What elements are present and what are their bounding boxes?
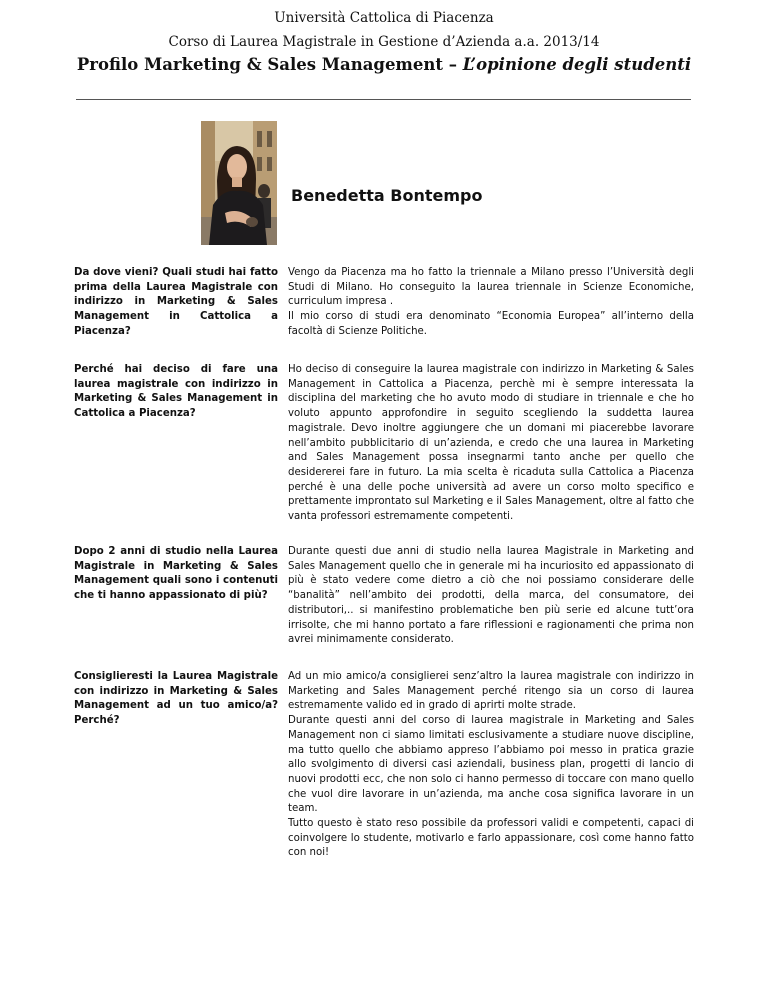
answer-paragraph: Vengo da Piacenza ma ho fatto la triennale a Milano presso l’Università degli Studi di Milano. Ho conseguito la laurea triennale in Scienze Economiche, curriculum impresa .: [288, 267, 694, 308]
answer-choice: [288, 363, 694, 525]
answer-contents: [288, 545, 694, 648]
question-choice: Perché hai deciso di fare una laurea magistrale con indirizzo in Marketing & Sales Management in Cattolica a Piacenza?: [74, 364, 278, 420]
course-title: Corso di Laurea Magistrale in Gestione d’Azienda a.a. 2013/14: [168, 34, 600, 50]
answer-paragraph: Durante questi anni del corso di laurea magistrale in Marketing and Sales Management non ci siamo limitati esclusivamente a studiare nuove discipline, ma tutto quello che abbiamo appreso l’abbiamo poi messo in pratica grazie allo svolgimento di diversi casi aziendali, business plan, progetti di lancio di nuovi prodotti ecc, che non solo ci hanno permesso di toccare con mano quello che vuol dire lavorare in un’azienda, ma anche cosa significa lavorare in un team.: [288, 715, 694, 815]
question-contents: Dopo 2 anni di studio nella Laurea Magistrale in Marketing & Sales Management quali sono i contenuti che ti hanno appassionato di più?: [74, 546, 278, 602]
university-title: Università Cattolica di Piacenza: [274, 10, 494, 26]
answer-origin: [288, 266, 694, 340]
question-recommend: Consiglieresti la Laurea Magistrale con indirizzo in Marketing & Sales Management ad un tuo amico/a? Perché?: [74, 671, 278, 727]
answer-paragraph: Ad un mio amico/a consiglierei senz’altro la laurea magistrale con indirizzo in Marketing and Sales Management perché ritengo sia un corso di laurea estremamente valido ed in grado di aprirti molte strade.: [288, 671, 694, 712]
answer-paragraph: Ho deciso di conseguire la laurea magistrale con indirizzo in Marketing & Sales Management in Cattolica a Piacenza, perchè mi è sempre interessata la disciplina del marketing che ho avuto modo di studiare in triennale e che ho voluto appunto approfondire in seguito scegliendo la suddetta laurea magistrale. Devo inoltre aggiungere che un domani mi piacerebbe lavorare nell’ambito pubblicitario di un’azienda, e credo che una laurea in Marketing and Sales Management possa insegnarmi tanto anche per quello che desidererei fare in futuro. La mia scelta è ricaduta sulla Cattolica a Piacenza perché è una delle poche università ad avere un corso molto specifico e prettamente improntato sul Marketing e il Sales Management, oltre al fatto che vanta professori estremamente competenti.: [288, 364, 694, 523]
profile-title: [0, 55, 768, 74]
student-photo: [201, 121, 277, 245]
answer-recommend: [288, 670, 694, 861]
profile-title-main: Profilo Marketing & Sales Management –: [76, 55, 463, 74]
answer-paragraph: Tutto questo è stato reso possibile da professori validi e competenti, capaci di coinvolgere lo studente, motivarlo e farlo appassionare, così come hanno fatto con noi!: [288, 818, 694, 859]
answer-paragraph: Durante questi due anni di studio nella laurea Magistrale in Marketing and Sales Management quello che in generale mi ha incuriosito ed appassionato di più è stato vedere come dietro a ciò che noi possiamo considerare delle “banalità” nell’ambito dei prodotti, della marca, del consumatore, dei distributori,.. si manifestino problematiche ben più serie ed alcune tutt’ora irrisolte, che mi hanno portato a fare riflessioni e ragionamenti che prima non avrei minimamente considerato.: [288, 546, 694, 646]
student-name: Benedetta Bontempo: [291, 186, 483, 205]
profile-title-subtitle: L’opinione degli studenti: [462, 55, 692, 74]
header-divider: [76, 99, 691, 100]
question-origin: Da dove vieni? Quali studi hai fatto prima della Laurea Magistrale con indirizzo in Marketing & Sales Management in Cattolica a Piacenza?: [74, 267, 278, 337]
answer-paragraph: Il mio corso di studi era denominato “Economia Europea” all’interno della facoltà di Scienze Politiche.: [288, 311, 694, 337]
